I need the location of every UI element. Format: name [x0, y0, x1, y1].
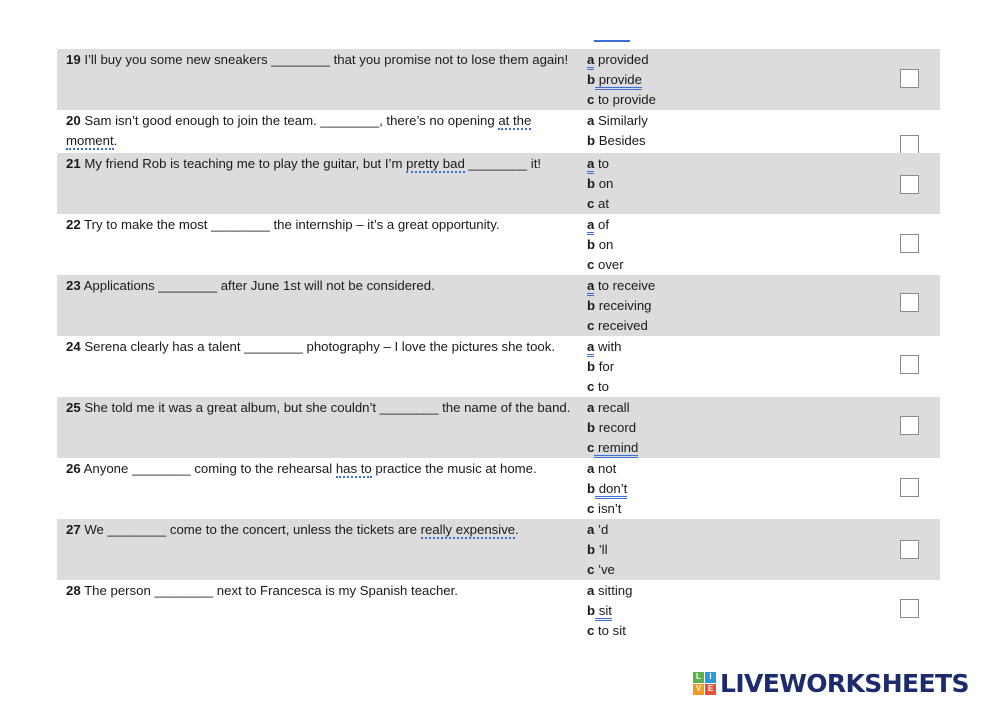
option-b: b on	[587, 237, 614, 253]
option-b: b Besides	[587, 133, 646, 149]
question-sentence: I’ll buy you some new sneakers ________ that you promise not to lose them again!	[80, 52, 569, 67]
logo-mark-l: L	[693, 672, 704, 683]
question-text	[66, 215, 578, 235]
options	[587, 50, 787, 111]
answer-checkbox[interactable]	[900, 135, 919, 154]
option-a: a Similarly	[587, 113, 648, 128]
option-b: b ’ll	[587, 542, 608, 558]
question-text	[66, 276, 578, 296]
question-row	[57, 110, 940, 153]
option-c: c ’ve	[587, 562, 615, 578]
question-text	[66, 581, 578, 601]
option-c: c over	[587, 257, 624, 273]
question-row	[57, 458, 940, 519]
question-sentence: Applications ________ after June 1st will not be considered.	[80, 278, 435, 293]
question-number: 19	[66, 52, 81, 67]
question-number: 25	[66, 400, 81, 415]
question-number: 21	[66, 156, 81, 171]
option-c: c at	[587, 196, 610, 212]
option-c: c remind	[587, 438, 787, 458]
question-number: 22	[66, 217, 81, 232]
question-row	[57, 214, 940, 275]
question-number: 28	[66, 583, 81, 598]
question-sentence: Sam isn’t good enough to join the team. ________, there’s no opening	[80, 113, 499, 128]
question-text: 27 We ________ come to the concert, unless the tickets are really expensive.	[66, 522, 519, 537]
option-a: a sitting	[587, 583, 633, 598]
question-sentence: Serena clearly has a talent ________ photography – I love the pictures she took.	[80, 339, 556, 354]
options	[587, 581, 787, 642]
question-row	[57, 519, 940, 580]
option-b: b provide	[587, 70, 787, 90]
question-row	[57, 580, 940, 641]
option-b: b for	[587, 359, 615, 375]
question-text: 21 My friend Rob is teaching me to play the guitar, but I’m pretty bad ________ it!	[66, 156, 542, 171]
question-text: 20 Sam isn’t good enough to join the team. ________, there’s no opening at the moment.	[66, 113, 532, 148]
question-text	[66, 337, 578, 357]
answer-checkbox[interactable]	[900, 478, 919, 497]
question-sentence: Try to make the most ________ the internship – it’s a great opportunity.	[80, 217, 500, 232]
answer-checkbox[interactable]	[900, 69, 919, 88]
question-row	[57, 49, 940, 110]
option-a: a recall	[587, 400, 630, 415]
answer-checkbox[interactable]	[900, 355, 919, 374]
answer-checkbox[interactable]	[900, 599, 919, 618]
question-text: 26 Anyone ________ coming to the rehearsal has to practice the music at home.	[66, 461, 537, 476]
grammar-underline: at the moment	[66, 113, 532, 148]
exercise-table	[57, 49, 940, 641]
option-c: c to provide	[587, 92, 656, 108]
question-number: 26	[66, 461, 81, 476]
option-c: c to sit	[587, 623, 626, 639]
options	[587, 459, 787, 520]
option-b: b on	[587, 176, 614, 192]
logo-mark-v: V	[693, 684, 704, 695]
grammar-underline: pretty bad	[406, 156, 465, 171]
option-a: a with	[587, 337, 787, 357]
answer-checkbox[interactable]	[900, 175, 919, 194]
answer-checkbox[interactable]	[900, 416, 919, 435]
logo-mark-i: I	[705, 672, 716, 683]
logo-text: LIVEWORKSHEETS	[720, 668, 969, 698]
option-b: b record	[587, 420, 637, 436]
question-number: 23	[66, 278, 81, 293]
question-sentence: We ________ come to the concert, unless the tickets are	[80, 522, 421, 537]
logo-mark-e: E	[705, 684, 716, 695]
question-row	[57, 153, 940, 214]
question-text	[66, 398, 578, 418]
options	[587, 520, 787, 581]
option-c: c to	[587, 379, 610, 395]
options	[587, 154, 787, 215]
option-c: c received	[587, 318, 648, 334]
answer-checkbox[interactable]	[900, 540, 919, 559]
question-sentence: She told me it was a great album, but she couldn’t ________ the name of the band.	[80, 400, 571, 415]
options	[587, 111, 787, 151]
question-sentence: My friend Rob is teaching me to play the guitar, but I’m	[80, 156, 407, 171]
question-sentence: Anyone ________ coming to the rehearsal	[80, 461, 336, 476]
grammar-underline: really expensive	[420, 522, 516, 537]
option-a: a to receive	[587, 276, 787, 296]
question-text	[66, 50, 578, 70]
options	[587, 215, 787, 276]
option-a: a provided	[587, 50, 787, 70]
question-number: 20	[66, 113, 81, 128]
liveworksheets-logo	[693, 667, 969, 699]
question-row	[57, 397, 940, 458]
options	[587, 398, 787, 459]
option-a: a ’d	[587, 522, 609, 537]
question-number: 27	[66, 522, 81, 537]
question-number: 24	[66, 339, 81, 354]
question-row	[57, 275, 940, 336]
option-a: a to	[587, 154, 787, 174]
option-a: a of	[587, 215, 787, 235]
option-a: a not	[587, 461, 617, 476]
question-sentence: The person ________ next to Francesca is my Spanish teacher.	[80, 583, 458, 598]
option-b: b sit	[587, 601, 787, 621]
grammar-underline: has to	[335, 461, 372, 476]
logo-mark-icon	[693, 672, 716, 695]
question-row	[57, 336, 940, 397]
answer-checkbox[interactable]	[900, 234, 919, 253]
options	[587, 337, 787, 398]
answer-checkbox[interactable]	[900, 293, 919, 312]
option-c: c isn’t	[587, 501, 622, 517]
options	[587, 276, 787, 337]
option-b: b receiving	[587, 298, 652, 314]
option-b: b don’t	[587, 479, 787, 499]
cropped-text-fragment	[594, 36, 630, 44]
